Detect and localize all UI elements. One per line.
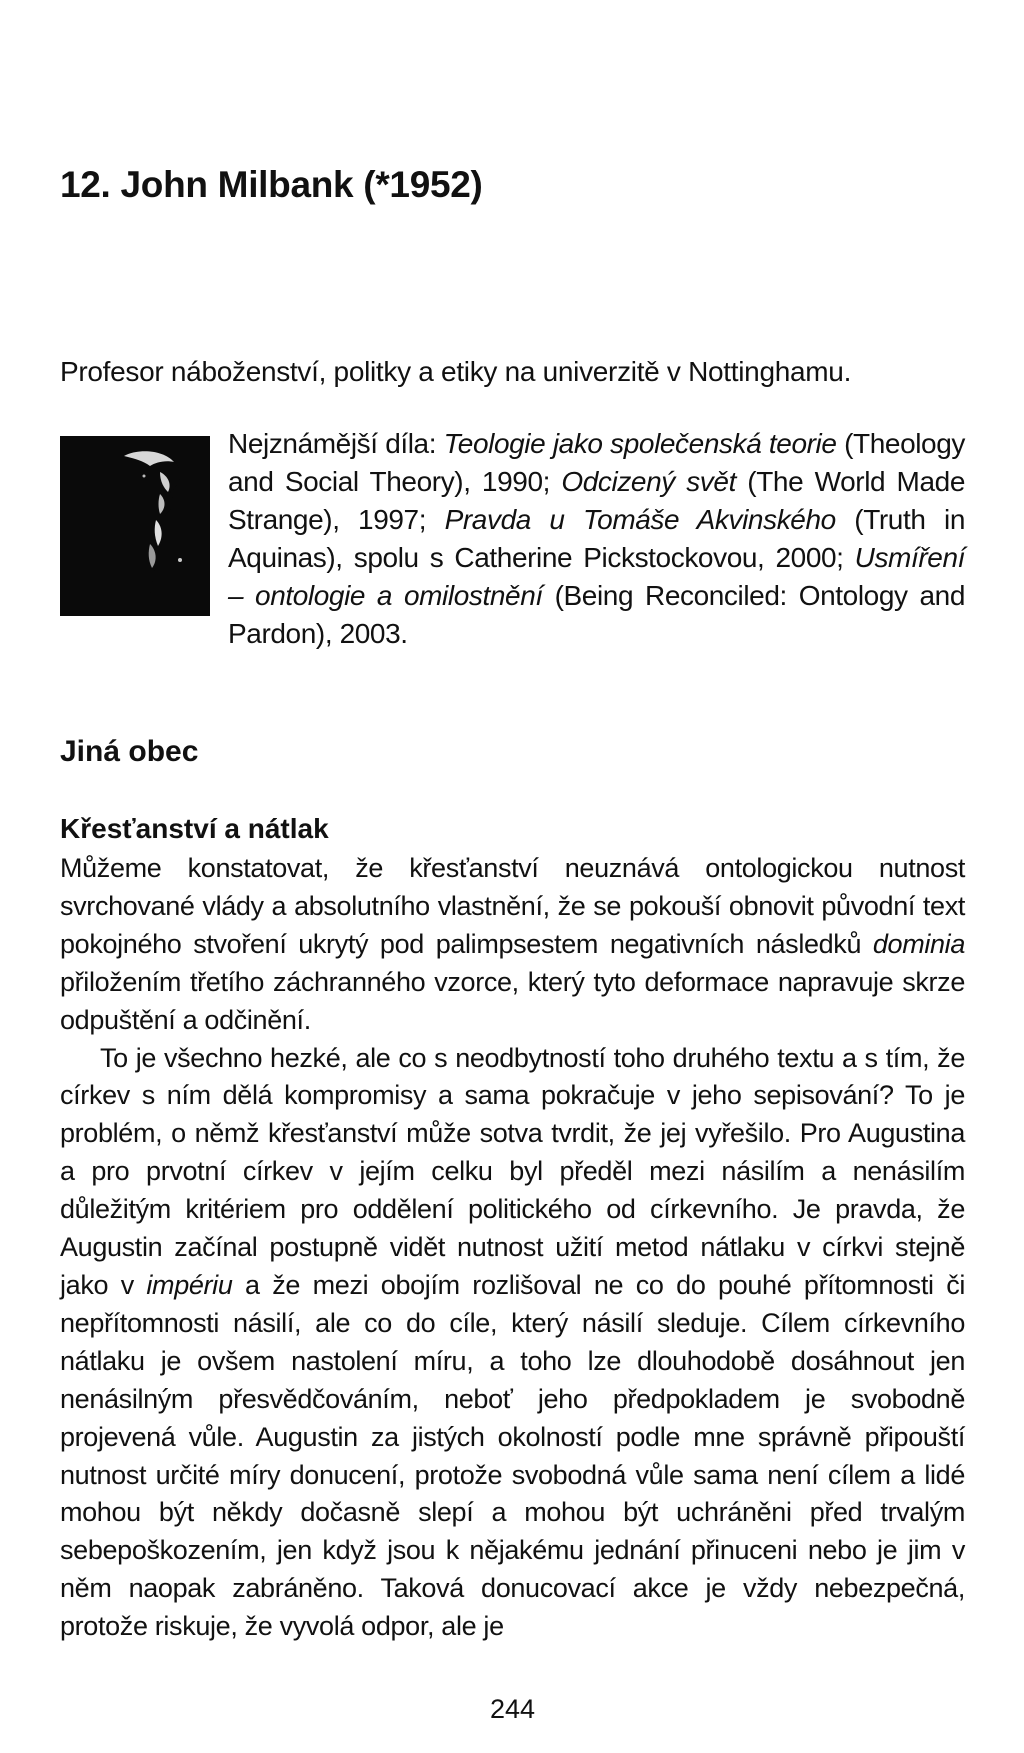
work-details: (Theology and Social Theory), 1990;	[228, 428, 966, 497]
work-title: Pravda u Tomáše Akvinského	[444, 504, 836, 535]
notable-works-lead: Nejznámější díla:	[228, 428, 444, 459]
work-title: Teologie jako společenská teorie	[443, 428, 837, 459]
paragraph-text: přiložením třetího záchranného vzorce, který tyto deformace napravuje skrze odpuštění a odčinění.	[60, 966, 965, 1035]
author-portrait	[60, 436, 210, 616]
author-description: Profesor náboženství, politky a etiky na univerzitě v Nottinghamu.	[60, 356, 852, 387]
paragraph	[60, 1040, 965, 1647]
italic-term: impériu	[146, 1269, 233, 1300]
notable-works	[228, 425, 965, 653]
portrait-silhouette-icon	[60, 436, 210, 616]
chapter-title: 12. John Milbank (*1952)	[60, 164, 483, 205]
work-title: Odcizený svět	[561, 466, 736, 497]
paragraph-text: Můžeme konstatovat, že křesťanství neuznává ontologickou nutnost svrchované vlády a absolutního vlastnění, že se pokouší obnovit původní text pokojného stvoření ukrytý pod palimpsestem negativních následků	[60, 853, 965, 959]
paragraph	[60, 850, 965, 1040]
paragraph-text: To je všechno hezké, ale co s neodbytností toho druhého textu a s tím, že církev s ním dělá kompromisy a sama pokračuje v jeho sepisování? To je problém, o němž křesťanství může sotva tvrdit, že jej vyřešilo. Pro Augustina a pro prvotní církev v jejím celku byl předěl mezi násilím a nenásilím důležitým kritériem pro oddělení politického od církevního. Je pravda, že Augustin začínal postupně vidět nutnost užití metod nátlaku v církvi stejně jako v	[60, 1042, 965, 1300]
book-page	[60, 0, 965, 1753]
paragraph-text: a že mezi obojím rozlišoval ne co do pouhé přítomnosti či nepřítomnosti násilí, ale co do cíle, který násilí sleduje. Cílem církevního nátlaku je ovšem nastolení míru, a toho lze dlouhodobě dosáhnout jen nenásilným přesvědčováním, neboť jeho předpokladem je svobodně projevená vůle. Augustin za jistých okolností podle mne správně připouští nutnost určité míry donucení, protože svobodná vůle sama není cílem a lidé mohou být někdy dočasně slepí a mohou být uchráněni před trvalým sebepoškozením, jen když jsou k nějakému jednání přinuceni nebo je jim v něm naopak zabráněno. Taková donucovací akce je vždy nebezpečná, protože riskuje, že vyvolá odpor, ale je	[60, 1269, 965, 1642]
page-number: 244	[489, 1694, 536, 1724]
section-heading: Jiná obec	[60, 735, 199, 768]
work-details: (Truth in Aquinas), spolu s Catherine Pickstockovou, 2000;	[228, 504, 965, 573]
work-details: (The World Made Strange), 1997;	[228, 466, 965, 535]
body-text	[60, 850, 965, 1646]
work-title: Usmíření – ontologie a omilostnění	[228, 542, 965, 611]
subsection-heading: Křesťanství a nátlak	[60, 813, 329, 844]
italic-term: dominia	[872, 928, 965, 959]
work-details: (Being Reconciled: Ontology and Pardon), 2003.	[228, 580, 965, 649]
